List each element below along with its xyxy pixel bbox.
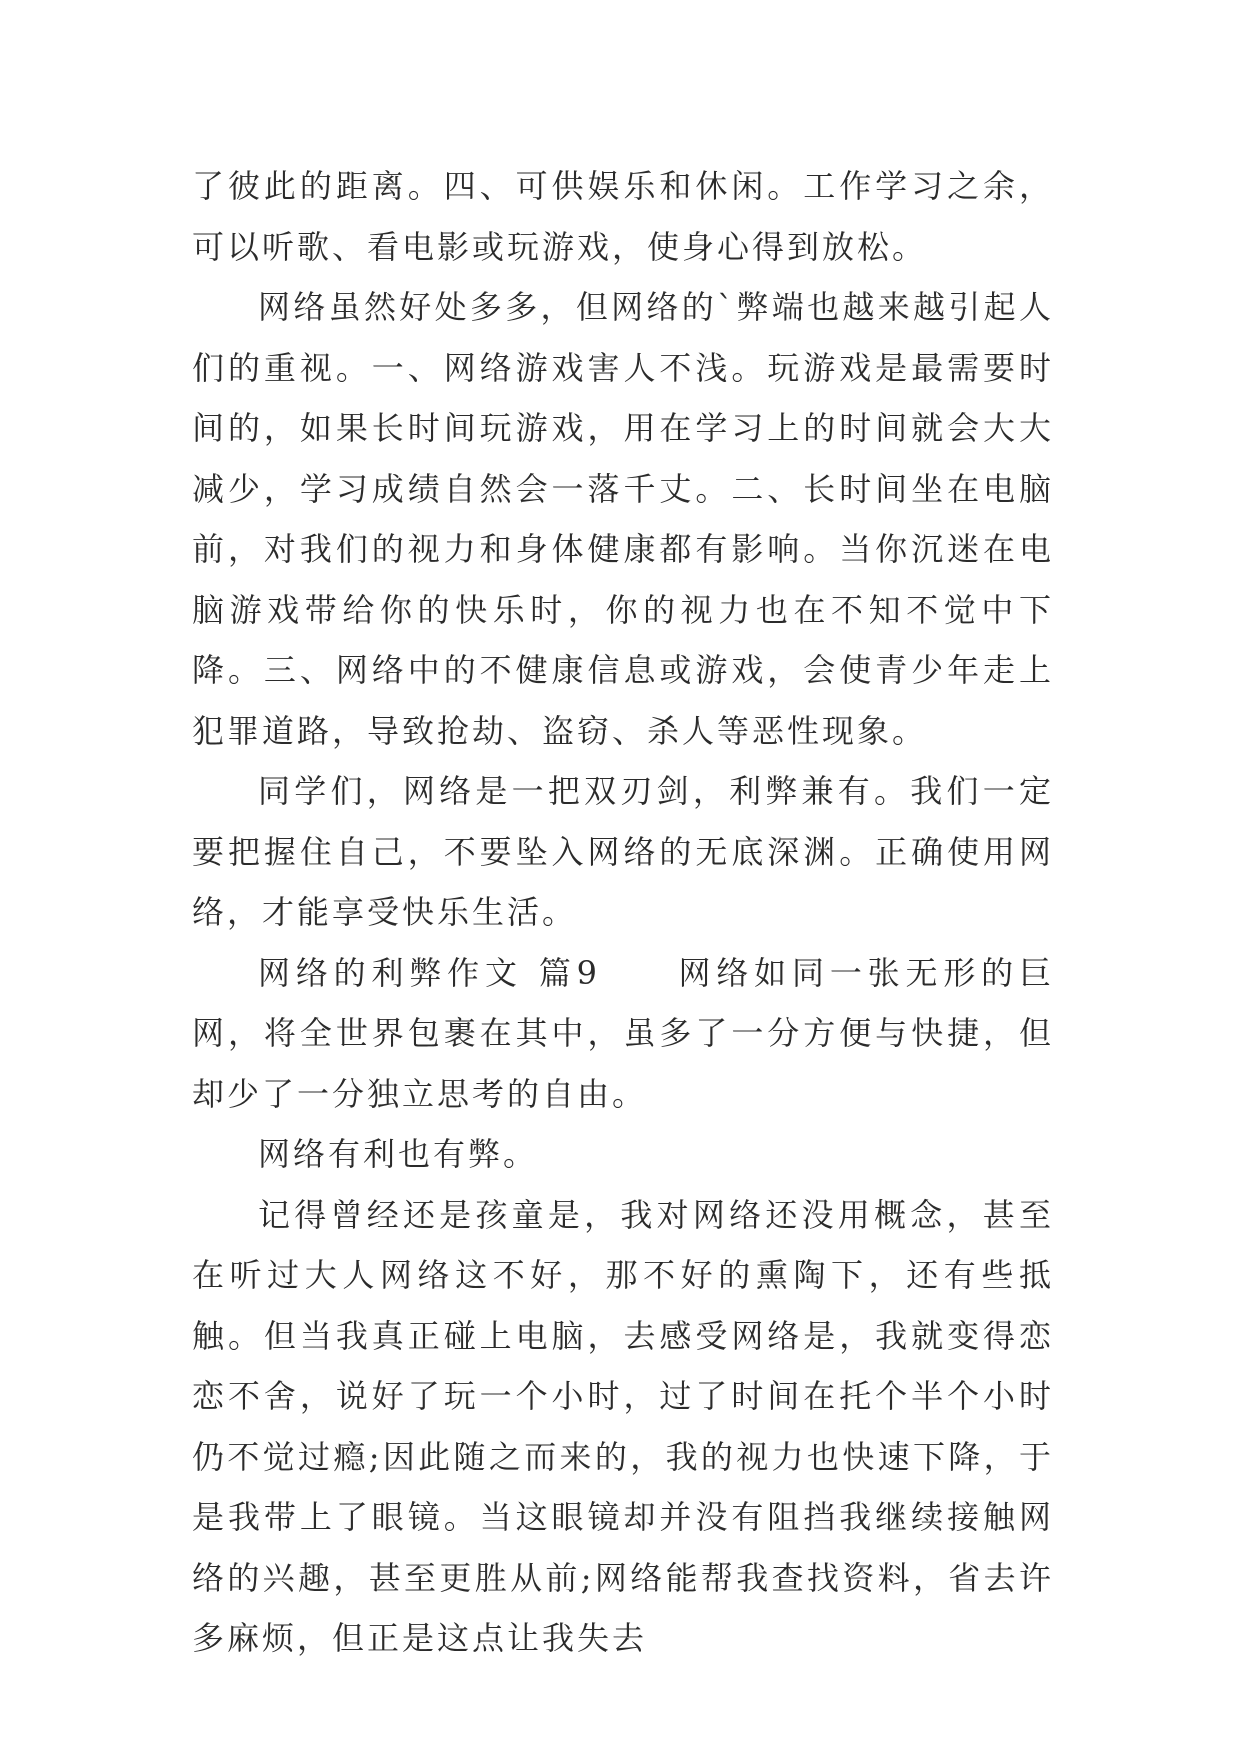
paragraph-1: 了彼此的距离。四、可供娱乐和休闲。工作学习之余，可以听歌、看电影或玩游戏，使身心得到放松。 xyxy=(192,167,1054,266)
paragraph-5: 网络有利也有弊。 xyxy=(258,1135,539,1173)
body-text xyxy=(192,156,1054,1669)
paragraph-4: 网络的利弊作文 篇9 网络如同一张无形的巨网，将全世界包裹在其中，虽多了一分方便与快捷，但却少了一分独立思考的自由。 xyxy=(192,953,1054,1113)
paragraph-3: 同学们，网络是一把双刃剑，利弊兼有。我们一定要把握住自己，不要坠入网络的无底深渊。正确使用网络，才能享受快乐生活。 xyxy=(192,772,1054,931)
paragraph-6: 记得曾经还是孩童是，我对网络还没用概念，甚至在听过大人网络这不好，那不好的熏陶下，还有些抵触。但当我真正碰上电脑，去感受网络是，我就变得恋恋不舍，说好了玩一个小时，过了时间在托个半个小时仍不觉过瘾;因此随之而来的，我的视力也快速下降，于是我带上了眼镜。当这眼镜却并没有阻挡我继续接触网络的兴趣，甚至更胜从前;网络能帮我查找资料，省去许多麻烦，但正是这点让我失去 xyxy=(192,1195,1054,1657)
paragraph-2: 网络虽然好处多多，但网络的`弊端也越来越引起人们的重视。一、网络游戏害人不浅。玩游戏是最需要时间的，如果长时间玩游戏，用在学习上的时间就会大大减少，学习成绩自然会一落千丈。二、长时间坐在电脑前，对我们的视力和身体健康都有影响。当你沉迷在电脑游戏带给你的快乐时，你的视力也在不知不觉中下降。三、网络中的不健康信息或游戏，会使青少年走上犯罪道路，导致抢劫、盗窃、杀人等恶性现象。 xyxy=(192,288,1054,750)
